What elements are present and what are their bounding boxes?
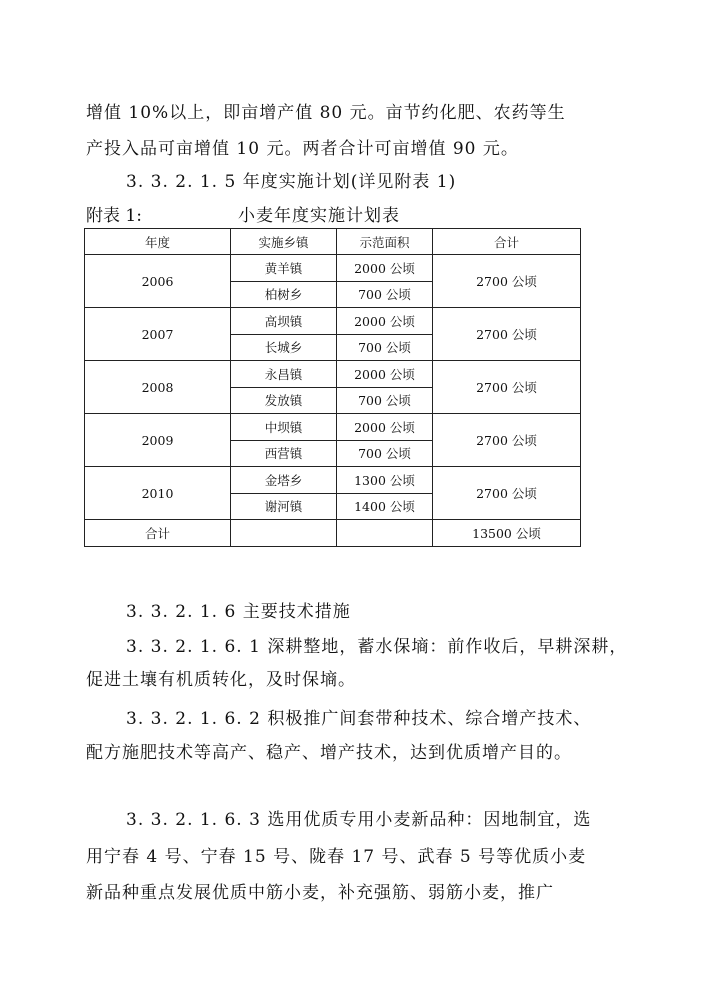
total-cell: 2700 公顷 <box>433 361 581 414</box>
area-cell: 1300 公顷 <box>337 467 433 494</box>
table-row <box>85 467 581 494</box>
grand-total-value: 13500 公顷 <box>433 520 581 547</box>
paragraph-line: 增值 10%以上，即亩增产值 80 元。亩节约化肥、农药等生 <box>86 103 566 123</box>
table-row <box>85 361 581 388</box>
area-cell: 2000 公顷 <box>337 414 433 441</box>
table-header-row <box>85 229 581 255</box>
area-cell: 700 公顷 <box>337 440 433 467</box>
area-cell: 1400 公顷 <box>337 493 433 520</box>
town-cell: 中坝镇 <box>231 414 337 441</box>
header-total: 合计 <box>433 229 581 255</box>
area-cell: 2000 公顷 <box>337 255 433 282</box>
year-cell: 2008 <box>85 361 231 414</box>
table-row <box>85 414 581 441</box>
town-cell: 金塔乡 <box>231 467 337 494</box>
town-cell: 永昌镇 <box>231 361 337 388</box>
area-cell: 700 公顷 <box>337 387 433 414</box>
paragraph-line: 配方施肥技术等高产、稳产、增产技术，达到优质增产目的。 <box>86 743 572 763</box>
town-cell: 柏树乡 <box>231 281 337 308</box>
table-caption-label: 附表 1: <box>86 206 142 226</box>
town-cell: 谢河镇 <box>231 493 337 520</box>
year-cell: 2007 <box>85 308 231 361</box>
town-cell: 西营镇 <box>231 440 337 467</box>
header-town: 实施乡镇 <box>231 229 337 255</box>
empty-cell <box>337 520 433 547</box>
empty-cell <box>231 520 337 547</box>
area-cell: 2000 公顷 <box>337 308 433 335</box>
section-heading: 3. 3. 2. 1. 5 年度实施计划(详见附表 1) <box>126 172 457 192</box>
grand-total-label: 合计 <box>85 520 231 547</box>
paragraph-line: 3. 3. 2. 1. 6. 3 选用优质专用小麦新品种：因地制宜，选 <box>126 810 592 830</box>
total-cell: 2700 公顷 <box>433 255 581 308</box>
total-cell: 2700 公顷 <box>433 467 581 520</box>
year-cell: 2009 <box>85 414 231 467</box>
paragraph-line: 产投入品可亩增值 10 元。两者合计可亩增值 90 元。 <box>86 139 519 159</box>
total-cell: 2700 公顷 <box>433 308 581 361</box>
annual-plan-table <box>84 228 581 547</box>
paragraph-line: 促进土壤有机质转化，及时保墒。 <box>86 670 356 690</box>
paragraph-line: 用宁春 4 号、宁春 15 号、陇春 17 号、武春 5 号等优质小麦 <box>86 847 587 867</box>
measures-heading: 3. 3. 2. 1. 6 主要技术措施 <box>126 602 351 622</box>
table-total-row <box>85 520 581 547</box>
town-cell: 黄羊镇 <box>231 255 337 282</box>
header-area: 示范面积 <box>337 229 433 255</box>
year-cell: 2006 <box>85 255 231 308</box>
total-cell: 2700 公顷 <box>433 414 581 467</box>
paragraph-line: 新品种重点发展优质中筋小麦，补充强筋、弱筋小麦，推广 <box>86 883 554 903</box>
town-cell: 长城乡 <box>231 334 337 361</box>
town-cell: 发放镇 <box>231 387 337 414</box>
table-row <box>85 255 581 282</box>
paragraph-line: 3. 3. 2. 1. 6. 1 深耕整地，蓄水保墒：前作收后，早耕深耕， <box>126 637 628 657</box>
table-caption-title: 小麦年度实施计划表 <box>238 206 400 226</box>
year-cell: 2010 <box>85 467 231 520</box>
table-row <box>85 308 581 335</box>
paragraph-line: 3. 3. 2. 1. 6. 2 积极推广间套带种技术、综合增产技术、 <box>126 709 592 729</box>
town-cell: 高坝镇 <box>231 308 337 335</box>
area-cell: 700 公顷 <box>337 281 433 308</box>
area-cell: 700 公顷 <box>337 334 433 361</box>
area-cell: 2000 公顷 <box>337 361 433 388</box>
header-year: 年度 <box>85 229 231 255</box>
